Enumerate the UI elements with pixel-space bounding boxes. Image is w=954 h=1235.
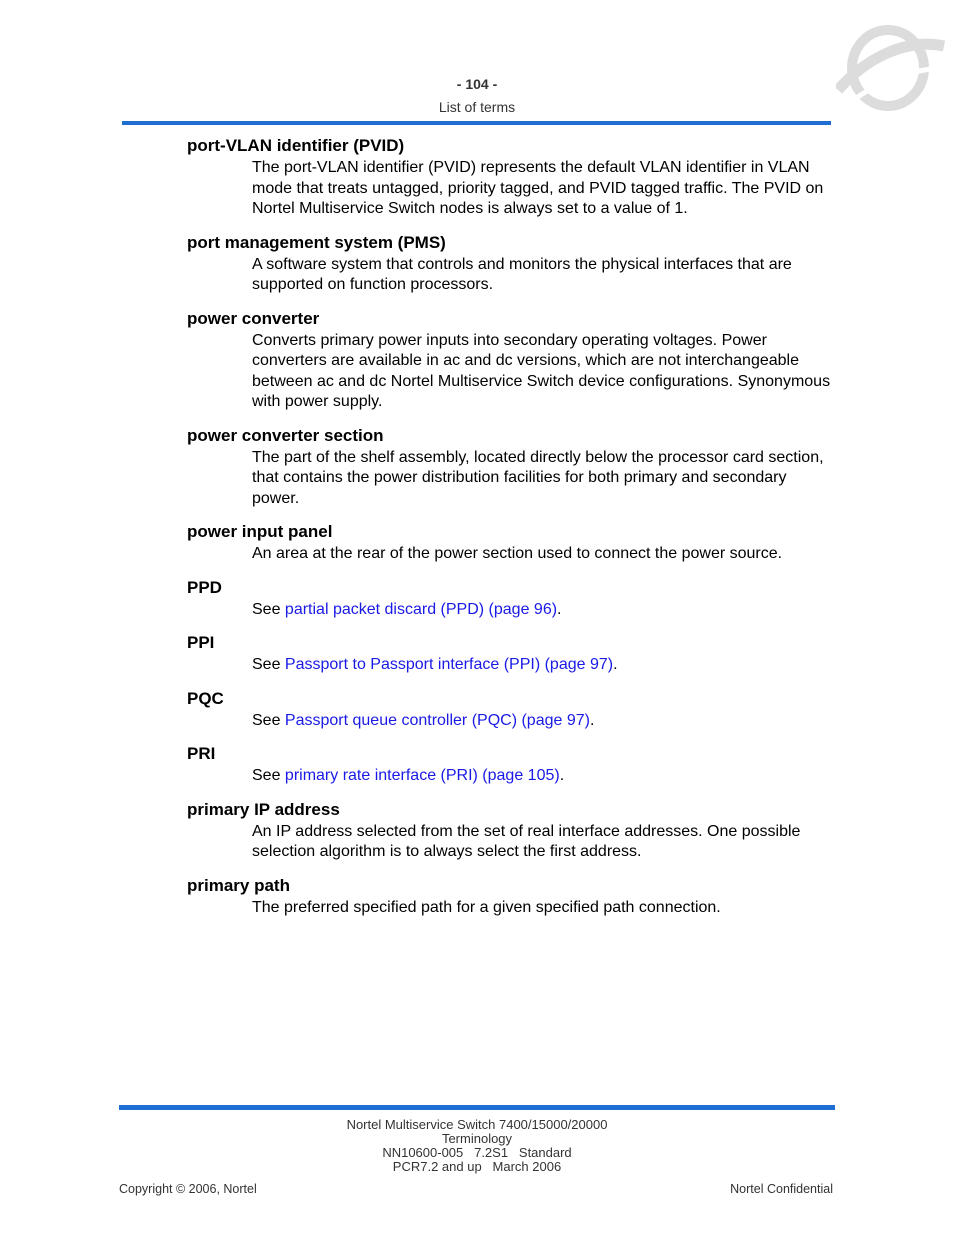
glossary-definition: An IP address selected from the set of real interface addresses. One possible selection algorithm is to always select the first address. (252, 822, 801, 860)
glossary-see-reference (252, 655, 837, 676)
glossary-term: port management system (PMS) (187, 232, 446, 252)
footer-product-line: Nortel Multiservice Switch 7400/15000/20000 (346, 1117, 608, 1132)
glossary-term: port-VLAN identifier (PVID) (187, 136, 405, 155)
glossary-entries (187, 136, 837, 931)
glossary-term: power converter section (187, 425, 384, 445)
glossary-definition: The port-VLAN identifier (PVID) represents the default VLAN identifier in VLAN mode that treats untagged, priority tagged, and PVID tagged traffic. The PVID on Nortel Multiservice Switch nodes is always set to a value of 1. (252, 159, 824, 217)
see-prefix: See (252, 656, 285, 673)
glossary-entry (187, 426, 837, 510)
glossary-entry (187, 800, 837, 863)
glossary-term: power input panel (187, 522, 333, 541)
glossary-entry (187, 744, 837, 787)
see-prefix: See (252, 711, 285, 729)
glossary-definition: The part of the shelf assembly, located directly below the processor card section, that contains the power distribution facilities for both primary and secondary power. (252, 448, 824, 507)
glossary-entry (187, 136, 837, 220)
footer-doc-number: NN10600-005 7.2S1 Standard (382, 1145, 572, 1160)
glossary-term: PPD (187, 577, 222, 597)
footer-document-info (0, 1118, 954, 1174)
glossary-see-reference (252, 600, 837, 621)
glossary-see-reference (252, 711, 837, 732)
see-suffix: . (557, 600, 562, 618)
glossary-definition: A software system that controls and monitors the physical interfaces that are supported on function processors. (252, 255, 792, 293)
cross-reference-link[interactable]: Passport to Passport interface (PPI) (page 97) (284, 656, 614, 673)
page-number: - 104 - (456, 76, 498, 92)
glossary-term: primary path (187, 875, 290, 895)
glossary-definition: The preferred specified path for a given specified path connection. (252, 898, 721, 916)
glossary-entry (187, 522, 837, 565)
glossary-entry (187, 578, 837, 621)
see-prefix: See (252, 767, 285, 784)
footer-rule (119, 1105, 835, 1110)
see-suffix: . (559, 767, 565, 784)
glossary-entry (187, 233, 837, 296)
footer-release: PCR7.2 and up March 2006 (392, 1159, 562, 1174)
cross-reference-link[interactable]: partial packet discard (PPD) (page 96) (284, 600, 558, 618)
glossary-entry (187, 876, 837, 919)
cross-reference-link[interactable]: primary rate interface (PRI) (page 105) (284, 767, 560, 784)
glossary-definition: An area at the rear of the power section used to connect the power source. (252, 545, 783, 562)
glossary-term: PQC (187, 688, 224, 708)
glossary-entry (187, 309, 837, 413)
glossary-term: primary IP address (187, 799, 340, 819)
section-title: List of terms (438, 99, 516, 115)
footer-doc-title: Terminology (441, 1131, 513, 1146)
glossary-definition: Converts primary power inputs into secondary operating voltages. Power converters are available in ac and dc versions, which are not interchangeable between ac and dc Nortel Multiservice Switch device configurations. Synonymous with power supply. (252, 331, 831, 410)
glossary-entry (187, 689, 837, 732)
glossary-see-reference (252, 766, 837, 787)
glossary-entry (187, 633, 837, 676)
glossary-term: PPI (187, 633, 215, 652)
confidentiality-notice: Nortel Confidential (730, 1182, 833, 1196)
glossary-term: PRI (187, 744, 216, 763)
see-suffix: . (589, 711, 595, 729)
see-prefix: See (252, 600, 285, 618)
cross-reference-link[interactable]: Passport queue controller (PQC) (page 97) (284, 711, 590, 729)
header-rule (122, 121, 831, 125)
see-suffix: . (613, 656, 618, 673)
copyright-notice: Copyright © 2006, Nortel (119, 1182, 257, 1196)
glossary-term: power converter (187, 308, 320, 328)
